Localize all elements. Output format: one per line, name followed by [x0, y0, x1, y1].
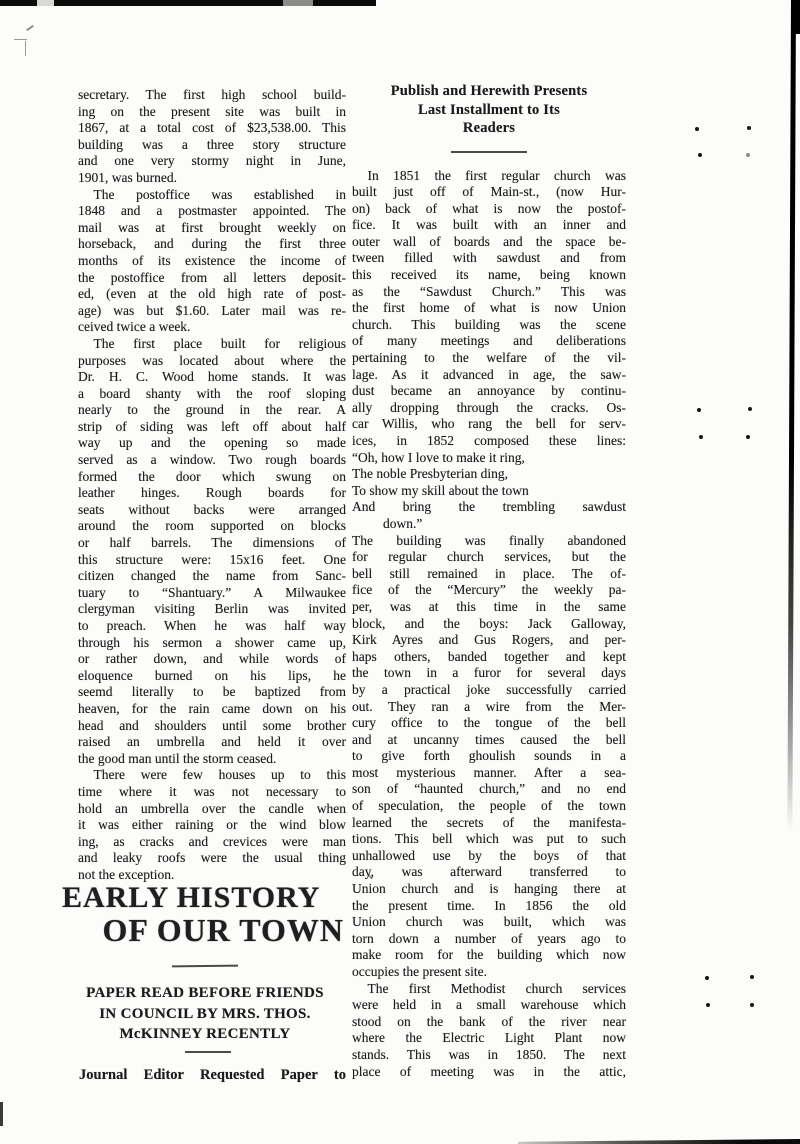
text-line: down.”	[383, 515, 423, 531]
text-line: tuary to “Shantuary.” A Milwaukee	[78, 584, 346, 600]
headline-divider-rule	[172, 965, 238, 968]
text-line: The noble Presbyterian ding,	[352, 466, 508, 482]
text-line: horseback, and during the first three	[78, 236, 346, 252]
text-line: IN COUNCIL BY MRS. THOS.	[99, 1005, 311, 1022]
text-line: And bring the trembling sawdust	[352, 499, 626, 515]
text-line: unhallowed use by the boys of that	[352, 847, 626, 863]
text-line: McKINNEY RECENTLY	[119, 1026, 291, 1042]
text-line: age) was but $1.60. Later mail was re-	[78, 302, 346, 318]
text-line: 1848 and a postmaster appointed. The	[78, 203, 346, 219]
text-line: cury office to the tongue of the bell	[352, 715, 626, 731]
text-line: clergyman visiting Berlin was invited	[78, 601, 346, 617]
registration-mark	[25, 41, 26, 56]
text-line: this structure were: 15x16 feet. One	[78, 551, 346, 567]
text-line: months of its existence the income of	[78, 252, 346, 268]
text-line: or rather down, and while words of	[78, 651, 346, 667]
text-line: seemd literally to be baptized from	[78, 684, 346, 700]
text-line: seats without backs were arranged	[78, 501, 346, 517]
right-column-body	[352, 168, 626, 1081]
text-line: most mysterious manner. After a sea-	[352, 764, 626, 780]
text-line: Publish and Herewith Presents	[390, 83, 588, 99]
text-line: around the room supported on blocks	[78, 518, 346, 534]
text-line: stands. This was in 1850. The next	[352, 1046, 626, 1062]
text-line: it was either raining or the wind blow	[78, 817, 346, 833]
text-line: out. They ran a wire from the Mer-	[352, 698, 626, 714]
text-line: by a practical joke successfully carried	[352, 681, 626, 697]
text-line: as the “Sawdust Church.” This was	[352, 283, 626, 299]
speck	[695, 127, 699, 131]
text-line: to give forth ghoulish sounds in a	[352, 748, 626, 764]
text-line: Last Installment to Its	[418, 101, 560, 118]
text-line: the first home of what is now Union	[352, 300, 626, 316]
text-line: Union church and is hanging there at	[352, 881, 626, 897]
text-line: and at uncanny times caused the bell	[352, 731, 626, 747]
left-column	[78, 87, 346, 884]
subhead-divider-rule	[185, 1051, 231, 1053]
text-line: not the exception.	[78, 866, 175, 882]
text-line: built just off of Main-st., (now Hur-	[352, 184, 626, 200]
text-line: on) back of what is now the postof-	[352, 200, 626, 216]
text-line: The building was finally abandoned	[352, 532, 626, 548]
speck	[750, 975, 754, 979]
text-line: of many meetings and deliberations	[352, 333, 626, 349]
text-line: were held in a small warehouse which	[352, 997, 626, 1013]
text-line: a board shanty with the roof sloping	[78, 385, 346, 401]
scan-right-corner	[792, 0, 800, 34]
text-line: stood on the bank of the river near	[352, 1013, 626, 1029]
text-line: ing, as cracks and crevices were man	[78, 833, 346, 849]
text-line: tions. This bell which was put to such	[352, 831, 626, 847]
speck	[697, 408, 701, 412]
text-line: formed the door which swung on	[78, 468, 346, 484]
text-line: PAPER READ BEFORE FRIENDS	[86, 985, 324, 1001]
right-column-divider-rule	[451, 151, 527, 153]
right-column	[352, 82, 626, 1080]
text-line: place of meeting was in the attic,	[352, 1063, 626, 1079]
text-line: Union church was built, which was	[352, 914, 626, 930]
text-line: of speculation, the people of the town	[352, 798, 626, 814]
text-line: and one very stormy night in June,	[78, 153, 346, 169]
text-line: leather hinges. Rough boards for	[78, 485, 346, 501]
text-line: pertaining to the welfare of the vil-	[352, 350, 626, 366]
speck	[747, 126, 751, 130]
text-line: ed, (even at the old high rate of post-	[78, 286, 346, 302]
text-line: ices, in 1852 composed these lines:	[352, 433, 626, 448]
text-line: per, was at this time in the same	[352, 598, 626, 614]
text-line: The first Methodist church services	[367, 980, 626, 996]
text-line: To show my skill about the town	[352, 482, 529, 498]
text-line: to preach. When he was half way	[78, 618, 346, 633]
text-line: tween filled with sawdust and from	[352, 250, 626, 266]
registration-mark	[14, 39, 27, 40]
speck	[705, 976, 709, 980]
speck	[699, 435, 703, 439]
text-line: learned the secrets of the manifesta-	[352, 814, 626, 830]
text-line: purposes was located about where the	[78, 352, 346, 368]
headline-line-2: OF OUR TOWN	[102, 912, 344, 948]
text-line: mail was at first brought weekly on	[78, 219, 346, 235]
text-line: and leaky roofs were the usual thing	[78, 850, 346, 866]
text-line: 1867, at a total cost of $23,538.00. This	[78, 120, 346, 136]
text-line: 1901, was burned.	[78, 169, 177, 185]
text-line: citizen changed the name from Sanc-	[78, 568, 346, 584]
text-line: heaven, for the rain came down on his	[78, 700, 346, 716]
text-line: served as a window. Two rough boards	[78, 452, 346, 468]
scan-right-edge	[787, 0, 796, 832]
text-line: ing on the present site was built in	[78, 103, 346, 119]
speck	[746, 435, 750, 439]
text-line: way up and the opening so made	[78, 435, 346, 451]
text-line: the good man until the storm ceased.	[78, 750, 277, 766]
text-line: torn down a number of years ago to	[352, 930, 626, 946]
text-line: church. This building was the scene	[352, 316, 626, 332]
text-line: the town in a furor for several days	[352, 665, 626, 681]
text-line: son of “haunted church,” and no end	[352, 781, 626, 797]
text-line: The postoffice was established in	[93, 186, 346, 202]
text-line: outer wall of boards and the space be-	[352, 233, 626, 249]
speck	[698, 153, 702, 157]
continuation-byline: Journal Editor Requested Paper to	[79, 1067, 346, 1083]
registration-mark	[26, 25, 34, 31]
text-line: haps others, banded together and kept	[352, 648, 626, 664]
text-line: bell still remained in place. The of-	[352, 565, 626, 581]
text-line: The first place built for religious	[93, 335, 346, 351]
text-line: this received its name, being known	[352, 267, 626, 283]
speck	[746, 153, 750, 157]
text-line: lage. As it advanced in age, the saw-	[352, 366, 626, 382]
text-line: day, was afterward transferred to	[352, 864, 626, 880]
scan-top-edge-gap	[37, 0, 54, 6]
text-line: hold an umbrella over the candle when	[78, 800, 346, 816]
text-line: eloquence burned on his lips, he	[78, 667, 346, 683]
speck	[748, 407, 752, 411]
text-line: strip of siding was left off about half	[78, 418, 346, 434]
text-line: head and shoulders until some brother	[78, 717, 346, 733]
right-column-heading	[352, 82, 626, 138]
text-line: occupies the present site.	[352, 964, 487, 979]
scan-bottom-left-mark	[0, 1102, 3, 1126]
text-line: through his sermon a shower came up,	[78, 634, 346, 650]
text-line: the postoffice from all letters deposit-	[78, 269, 346, 285]
text-line: Kirk Ayres and Gus Rogers, and per-	[352, 632, 626, 648]
text-line: dust became an annoyance by continu-	[352, 383, 626, 399]
text-line: the present time. In 1856 the old	[352, 897, 626, 913]
article-subhead	[62, 983, 348, 1045]
speck	[706, 1003, 710, 1007]
text-line: fice of the “Mercury” the weekly pa-	[352, 582, 626, 598]
speck	[750, 1003, 754, 1007]
text-line: Dr. H. C. Wood home stands. It was	[78, 369, 346, 385]
text-line: fice. It was built with an inner and	[352, 217, 626, 233]
text-line: ally dropping through the cracks. Os-	[352, 399, 626, 415]
text-line: Readers	[462, 120, 516, 136]
text-line: or half barrels. The dimensions of	[78, 535, 346, 551]
text-line: time where it was not necessary to	[78, 783, 346, 799]
scan-bottom-edge	[518, 1139, 800, 1144]
text-line: ceived twice a week.	[78, 319, 191, 335]
text-line: building was a three story structure	[78, 136, 346, 152]
headline-line-1: EARLY HISTORY	[62, 881, 321, 914]
text-line: for regular church services, but the	[352, 549, 626, 565]
text-line: secretary. The first high school build-	[78, 87, 346, 102]
article-headline	[62, 882, 348, 947]
scan-top-edge	[0, 0, 376, 6]
scan-top-edge-gap	[283, 0, 313, 6]
text-line: In 1851 the first regular church was	[367, 167, 626, 183]
text-line: where the Electric Light Plant now	[352, 1030, 626, 1046]
text-line: block, and the boys: Jack Galloway,	[352, 615, 626, 631]
text-line: make room for the building which now	[352, 947, 626, 963]
text-line: nearly to the ground in the rear. A	[78, 402, 346, 418]
text-line: raised an umbrella and held it over	[78, 734, 346, 750]
text-line: There were few houses up to this	[93, 767, 346, 783]
text-line: car Willis, who rang the bell for serv-	[352, 416, 626, 432]
text-line: “Oh, how I love to make it ring,	[352, 449, 525, 465]
